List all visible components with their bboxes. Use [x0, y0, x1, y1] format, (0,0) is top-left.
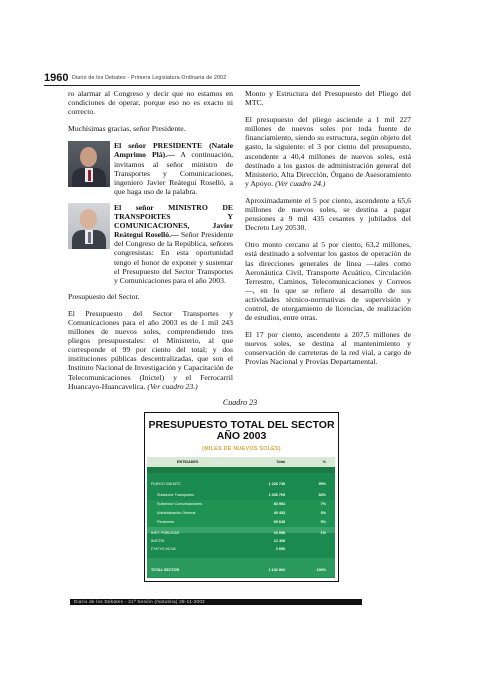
- table-caption: Cuadro 23: [222, 398, 258, 407]
- speaker-block-minister: [68, 203, 233, 285]
- speaker-block-president: [68, 141, 233, 196]
- budget-table: [144, 412, 339, 582]
- paragraph: Otro monto cercano al 5 por ciento, 63,2 millones, está destinado a solventar los gastos de operación de las direcciones generales de línea —tales como Aeronáutica Civil, Transporte Acuático, Circulación Terrestre, Caminos, Telecomunicaciones y Correos—, en lo que se refiere al desarrollo de sus actividades técnico-normativas de supervisión y control, de otorgamiento de licencias, de realización de estudios, entre otras.: [245, 240, 411, 323]
- paragraph: Muchísimas gracias, señor Presidente.: [68, 124, 186, 134]
- running-title: Diario de los Debates - Primera Legislatura Ordinaria de 2002: [72, 75, 227, 81]
- page-number: 1960: [44, 72, 69, 84]
- left-column: [68, 89, 233, 399]
- paragraph: El presupuesto del pliego asciende a 1 mil 227 millones de nuevos soles por toda fuente de financiamiento, siendo su estructura, según objeto del gasto, la siguiente: el 3 por ciento del presupuesto, ascendente a 40,4 millones de nuevos soles, está destinado a los gastos de administración general del Ministerio, Alta Dirección, Órgano de Asesoramiento y Apoyo. (Ver cuadro 24.): [245, 115, 411, 188]
- paragraph: Aproximadamente el 5 por ciento, ascendente a 65,6 millones de nuevos soles, se destina a pagar pensiones a 9 mil 435 cesantes y jubilados del Decreto Ley 20530.: [245, 195, 411, 233]
- right-column: [245, 89, 411, 375]
- speaker-name: El señor PRESIDENTE (Natale Amprimo Plá).—: [114, 141, 233, 160]
- footer-text: Diario de los Debates - 21ª Sesión (matutina) 28-11-2002: [74, 599, 205, 604]
- speaker-photo: [68, 141, 110, 187]
- speaker-name: El señor MINISTRO DE TRANSPORTES Y COMUNICACIONES, Javier Reátegui Roselló.—: [114, 202, 233, 240]
- page-footer: [70, 599, 362, 605]
- table-body: ENTIDADES Total % PLIEGO 036 MTC 1 226 745 99% Subsector Transportes 1 036 709 84% Subsector Comunicaciones 83 954 7% Administración General 40 433 3% Pensiones 65 649 5% INST. PÚBLICAS 16 058 1% INICTEL 12 408 F.HCYO-HCVA 3 650 TOTAL SECTOR 1 242 803 100%: [147, 457, 335, 578]
- paragraph: El 17 por ciento, ascendente a 207,5 millones de nuevos soles, se destina al mantenimiento y conservación de carreteras de la red vial, a cargo de Provías Nacional y Provías Departamental.: [245, 330, 411, 367]
- table-reference: (Ver cuadro 23.): [147, 381, 198, 391]
- page-header: [44, 72, 360, 86]
- speaker-text: A continuación, invitamos al señor ministro de Transportes y Comunicaciones, ingeniero Javier Reátegui Roselló, a que haga uso de la palabra.: [114, 150, 233, 196]
- paragraph: Monto y Estructura del Presupuesto del Pliego del MTC.: [245, 89, 411, 108]
- speaker-text: Señor Presidente del Congreso de la República, señores congresistas: En esta oportunidad tengo el honor de exponer y sustentar el Presupuesto del Sector Transportes y Comunicaciones para el año 2003.: [114, 230, 233, 285]
- table-reference: (Ver cuadro 24.): [275, 178, 326, 188]
- table-title: PRESUPUESTO TOTAL DEL SECTOR AÑO 2003: [148, 419, 335, 442]
- table-header-row: ENTIDADES Total %: [147, 457, 335, 467]
- table-subtitle: (MILES DE NUEVOS SOLES): [202, 446, 281, 452]
- paragraph: El Presupuesto del Sector Transportes y Comunicaciones para el año 2003 es de 1 mil 243 millones de nuevos soles, comprendiendo tres pliegos presupuestales: el Ministerio, al que corresponde el 99 por ciento del total; y dos instituciones públicas descentralizadas, que son el Instituto Nacional de Investigación y Capacitación de Telecomunicaciones (Inictel) y el Ferrocarril Huancayo-Huancavelica. (Ver cuadro 23.): [68, 308, 233, 391]
- paragraph: ro alarmar al Congreso y decir que no estamos en condiciones de operar, porque eso no es exacto ni correcto.: [68, 89, 233, 117]
- paragraph: Presupuesto del Sector.: [68, 291, 140, 301]
- speaker-photo: [68, 203, 110, 249]
